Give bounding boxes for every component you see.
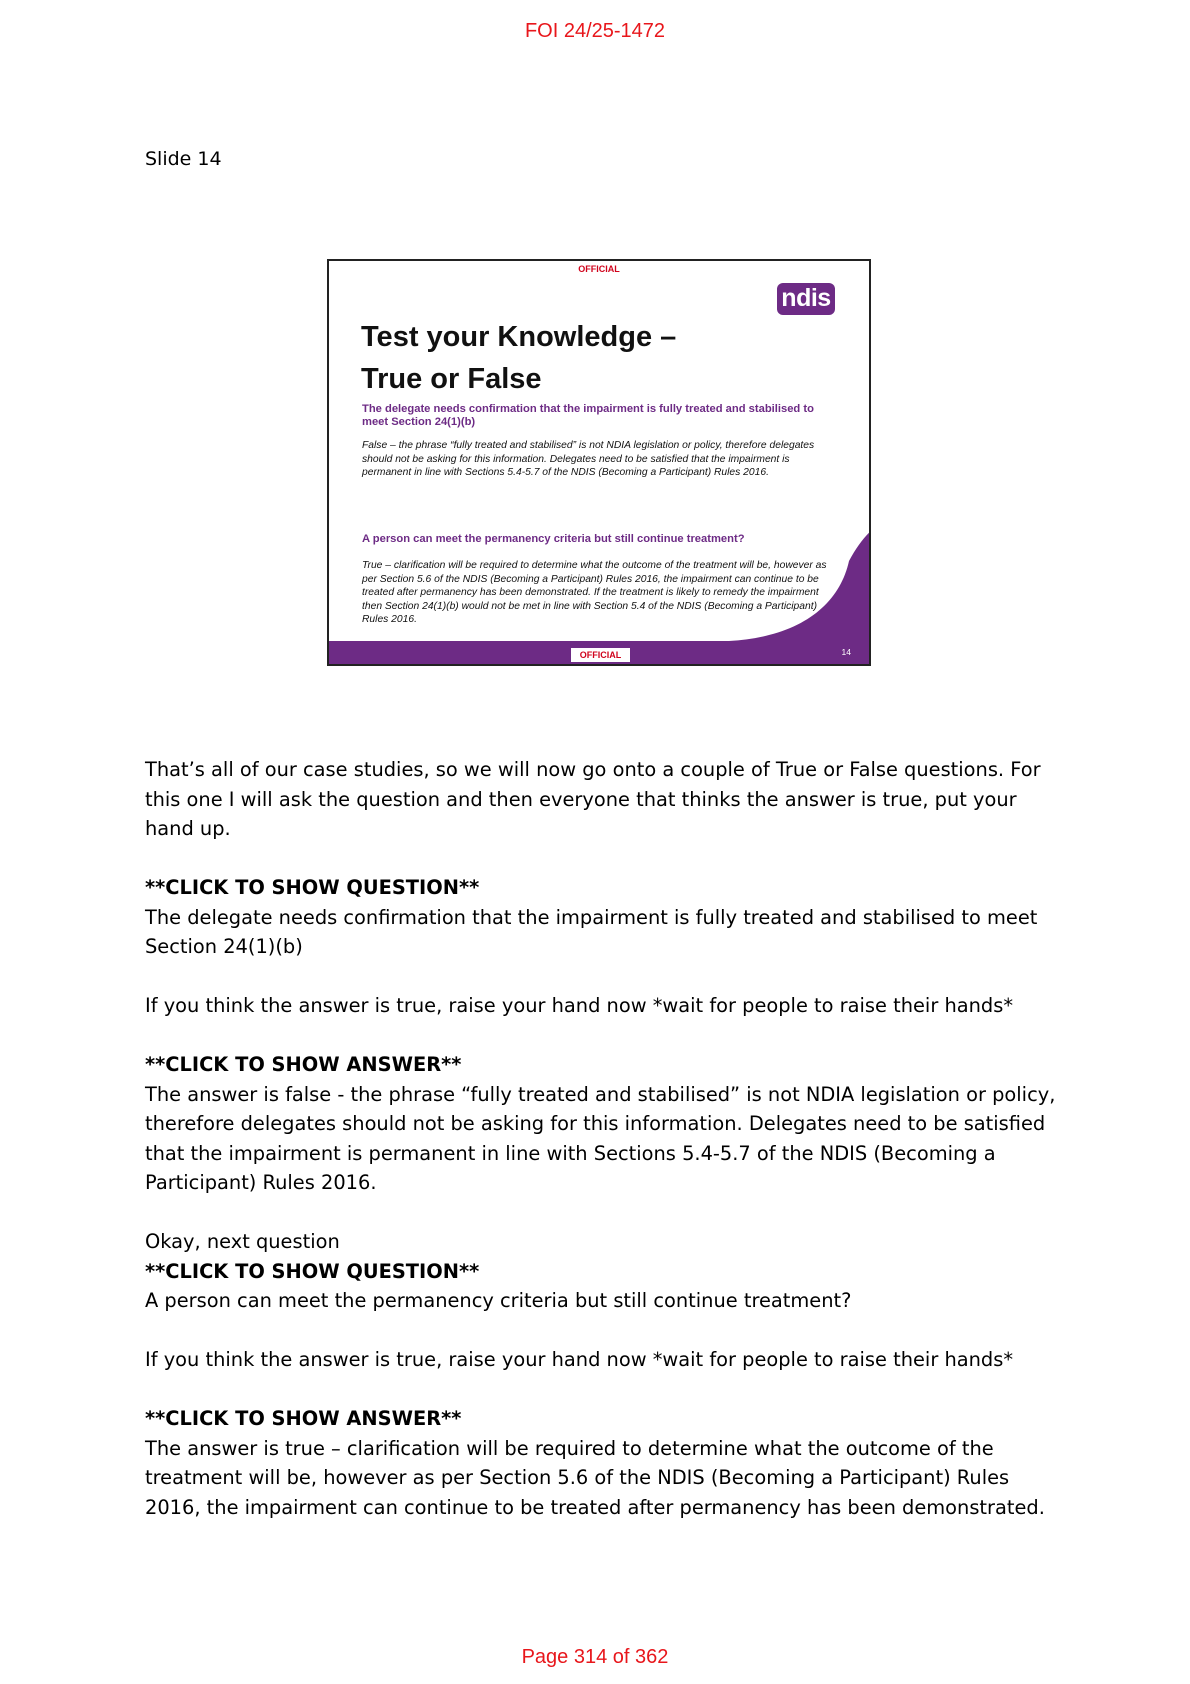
slide-title-line2: True or False	[361, 363, 542, 395]
notes-next-question: Okay, next question	[145, 1230, 340, 1253]
slide-question-2: A person can meet the permanency criteria but still continue treatment?	[362, 533, 745, 545]
slide-classification-bottom: OFFICIAL	[571, 648, 630, 662]
notes-block-answer-2	[145, 1404, 1060, 1522]
slide-answer-2: True – clarification will be required to determine what the outcome of the treatment will be, however as per Section 5.6 of the NDIS (Becoming a Participant) Rules 2016, the impairment can continue to be treated after permanency has been demonstrated. If the treatment is likely to remedy the impairment then Section 24(1)(b) would not be met in line with Section 5.4 of the NDIS (Becoming a Participant) Rules 2016.	[362, 560, 827, 626]
notes-heading-question-1: **CLICK TO SHOW QUESTION**	[145, 876, 480, 899]
notes-question-1: The delegate needs confirmation that the impairment is fully treated and stabilised to meet Section 24(1)(b)	[145, 905, 1038, 958]
page-number: Page 314 of 362	[521, 1646, 669, 1668]
notes-block-question-1	[145, 873, 1060, 962]
notes-intro: That’s all of our case studies, so we will now go onto a couple of True or False questions. For this one I will ask the question and then everyone that thinks the answer is true, put your hand up.	[145, 758, 1041, 840]
notes-prompt-1: If you think the answer is true, raise your hand now *wait for people to raise their hands*	[145, 994, 1014, 1017]
notes-answer-2: The answer is true – clarification will be required to determine what the outcome of the treatment will be, however as per Section 5.6 of the NDIS (Becoming a Participant) Rules 2016, the impairment can continue to be treated after permanency has been demonstrated.	[145, 1436, 1045, 1519]
slide-thumbnail	[327, 259, 871, 666]
notes-prompt-2: If you think the answer is true, raise your hand now *wait for people to raise their hands*	[145, 1348, 1014, 1371]
foi-reference: FOI 24/25-1472	[524, 20, 666, 42]
slide-answer-1: False – the phrase “fully treated and stabilised” is not NDIA legislation or policy, therefore delegates should not be asking for this information. Delegates need to be satisfied that the impairment is permanent in line with Sections 5.4-5.7 of the NDIS (Becoming a Participant) Rules 2016.	[362, 440, 815, 479]
notes-answer-1: The answer is false - the phrase “fully treated and stabilised” is not NDIA legislation or policy, therefore delegates should not be asking for this information. Delegates need to be satisfied that the impairment is permanent in line with Sections 5.4-5.7 of the NDIS (Becoming a Participant) Rules 2016.	[145, 1082, 1056, 1194]
speaker-notes	[145, 755, 1060, 1552]
slide-question-1: The delegate needs confirmation that the impairment is fully treated and stabilised to meet Section 24(1)(b)	[362, 403, 814, 428]
notes-question-2: A person can meet the permanency criteria but still continue treatment?	[145, 1289, 852, 1312]
slide-classification-top: OFFICIAL	[578, 264, 620, 274]
notes-block-answer-1	[145, 1050, 1060, 1198]
notes-heading-answer-2: **CLICK TO SHOW ANSWER**	[145, 1407, 462, 1430]
notes-block-question-2	[145, 1227, 1060, 1316]
slide-title-line1: Test your Knowledge –	[361, 321, 677, 353]
slide-label: Slide 14	[145, 148, 222, 170]
slide-title	[361, 316, 676, 400]
notes-heading-question-2: **CLICK TO SHOW QUESTION**	[145, 1259, 480, 1283]
slide-number: 14	[841, 647, 851, 657]
ndis-logo: ndis	[777, 283, 835, 315]
notes-heading-answer-1: **CLICK TO SHOW ANSWER**	[145, 1053, 462, 1076]
